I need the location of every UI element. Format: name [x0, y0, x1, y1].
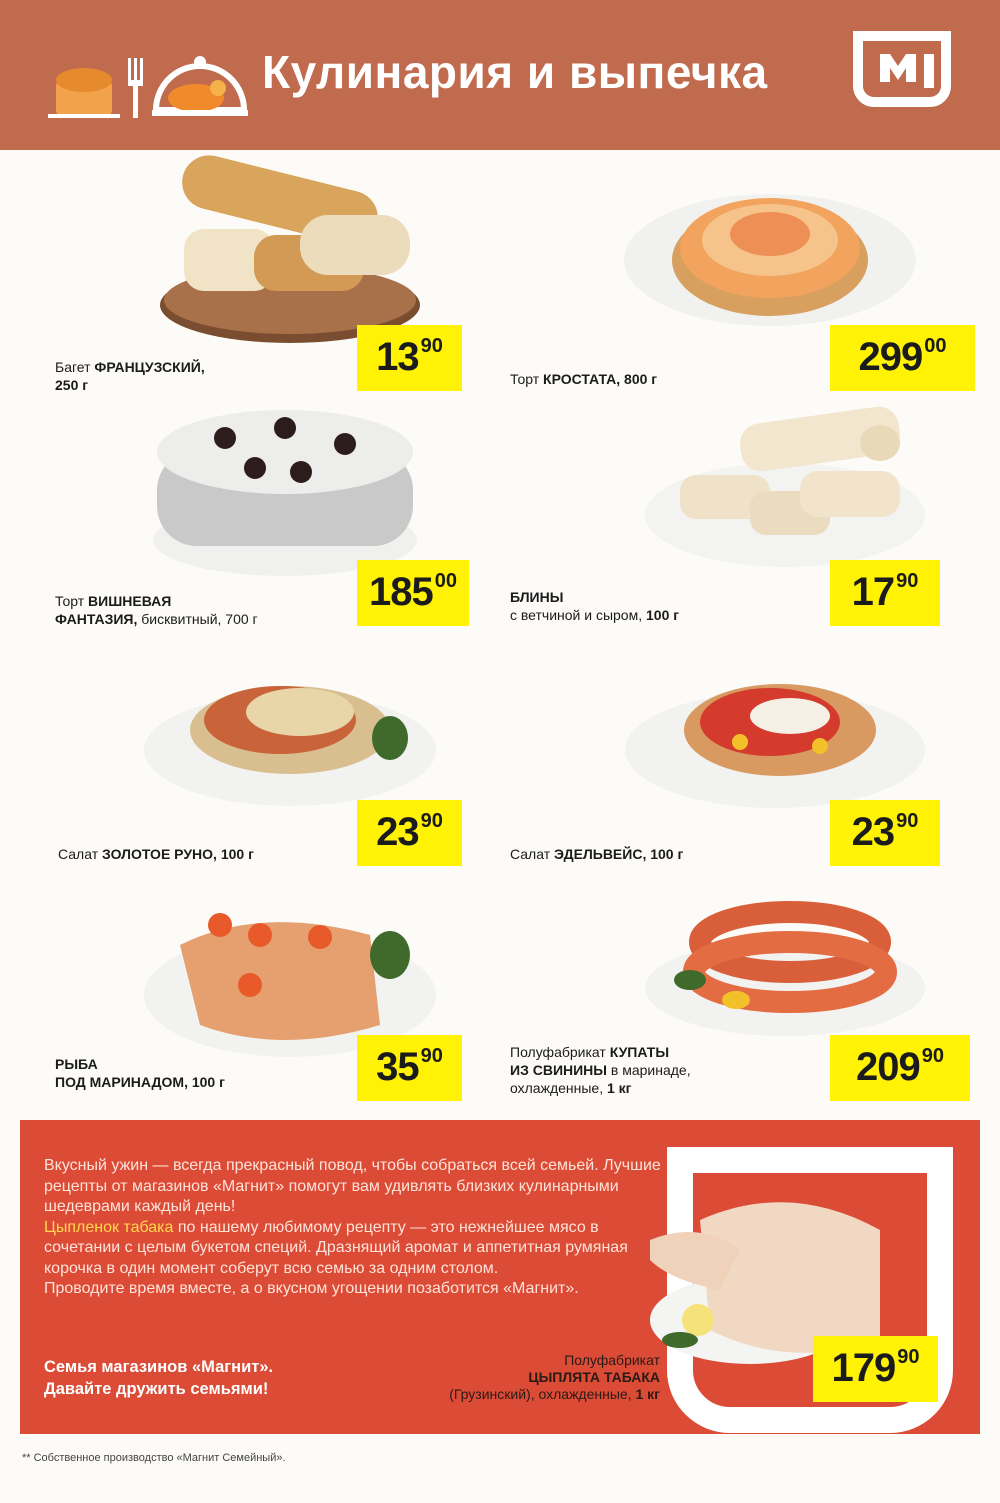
salad-zolotoe-runo-image	[140, 650, 440, 810]
crostata-image	[620, 160, 920, 330]
salad-edelweiss-image	[620, 650, 930, 815]
price-rub: 185	[369, 570, 433, 614]
product-name: РЫБА ПОД МАРИНАДОМ, 100 г	[55, 1056, 225, 1090]
magnit-logo	[852, 26, 952, 112]
price-kop: 90	[896, 570, 919, 592]
price-kop: 90	[420, 810, 443, 832]
price-kop: 90	[897, 1346, 920, 1368]
price-kop: 90	[921, 1045, 944, 1067]
price-tag	[830, 800, 940, 866]
kupaty-image	[640, 880, 930, 1040]
price-rub: 17	[851, 570, 895, 614]
price-rub: 179	[831, 1346, 896, 1390]
price-kop: 90	[420, 335, 443, 357]
product-name: Торт КРОСТАТА, 800 г	[510, 371, 658, 387]
product-name: Салат ЭДЕЛЬВЕЙС, 100 г	[510, 846, 684, 862]
promo-text: Вкусный ужин — всегда прекрасный повод, чтобы собраться всей семьей. Лучшие рецепты от магазинов «Магнит» помогут вам удивлять близких кулинарными шедеврами каждый день! Цыпленок табака по нашему любимому рецепту — это нежнейшее мясо в сочетании с целым букетом специй. Дразнящий аромат и аппетитная румяная корочка в один момент соберут всю семью за одним столом. Проводите время вместе, а о вкусном угощении позаботится «Магнит».	[44, 1157, 661, 1297]
price-rub: 209	[856, 1045, 920, 1089]
price-rub: 35	[376, 1045, 419, 1089]
price-rub: 23	[851, 810, 895, 854]
promo-product-name: Полуфабрикат ЦЫПЛЯТА ТАБАКА (Грузинский), охлажденные, 1 кг	[449, 1352, 660, 1402]
price-kop: 00	[924, 335, 947, 357]
price-tag	[357, 1035, 462, 1101]
promo-banner	[20, 1120, 980, 1434]
price-rub: 23	[376, 810, 419, 854]
promo-slogan: Семья магазинов «Магнит». Давайте дружить семьями!	[44, 1358, 274, 1398]
price-tag	[830, 325, 975, 391]
price-rub: 13	[376, 335, 419, 379]
price-tag	[357, 800, 462, 866]
price-kop: 90	[896, 810, 919, 832]
promo-price-tag	[813, 1336, 938, 1402]
header-food-icons	[48, 18, 248, 128]
product-name: Полуфабрикат КУПАТЫ ИЗ СВИНИНЫ в маринаде, охлажденные, 1 кг	[510, 1044, 691, 1096]
price-kop: 90	[420, 1045, 443, 1067]
price-tag	[357, 325, 462, 391]
footnote: ** Собственное производство «Магнит Семейный».	[22, 1452, 286, 1464]
product-name: Салат ЗОЛОТОЕ РУНО, 100 г	[58, 846, 254, 862]
product-name: Торт ВИШНЕВАЯ ФАНТАЗИЯ, бисквитный, 700 г	[55, 593, 258, 627]
cloche-chicken-icon	[152, 56, 248, 116]
price-kop: 00	[434, 570, 457, 592]
price-tag	[830, 560, 940, 626]
blini-image	[640, 395, 930, 570]
page-title: Кулинария и выпечка	[262, 46, 768, 98]
baguette-image	[150, 155, 430, 345]
bread-icon	[48, 68, 120, 118]
cherry-cake-image	[145, 390, 425, 580]
price-tag	[830, 1035, 970, 1101]
page-header	[0, 0, 1000, 150]
price-tag	[357, 560, 469, 626]
product-name: Багет ФРАНЦУЗСКИЙ, 250 г	[55, 359, 205, 393]
fork-icon	[128, 58, 143, 118]
price-rub: 299	[858, 335, 923, 379]
product-name: БЛИНЫ с ветчиной и сыром, 100 г	[510, 589, 680, 623]
